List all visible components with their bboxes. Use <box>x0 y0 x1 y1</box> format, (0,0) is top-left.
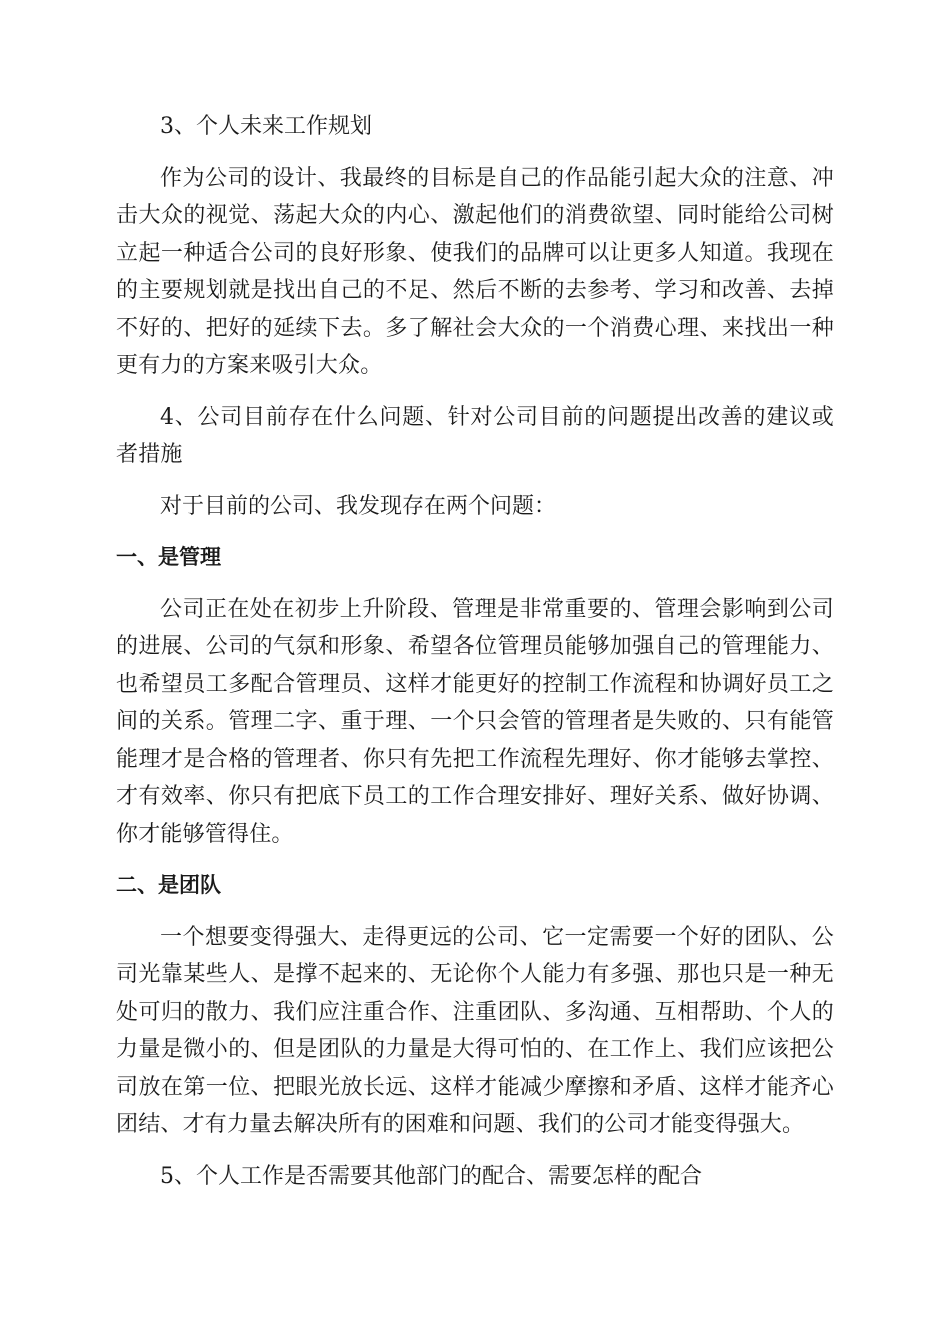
section-1-body: 公司正在处在初步上升阶段、管理是非常重要的、管理会影响到公司的进展、公司的气氛和形象、希望各位管理员能够加强自己的管理能力、也希望员工多配合管理员、这样才能更好的控制工作流程和协调好员工之间的关系。管理二字、重于理、一个只会管的管理者是失败的、只有能管能理才是合格的管理者、你只有先把工作流程先理好、你才能够去掌控、才有效率、你只有把底下员工的工作合理安排好、理好关系、做好协调、你才能够管得住。 <box>116 596 834 847</box>
document-page <box>116 108 834 1195</box>
item-4-intro: 对于目前的公司、我发现存在两个问题： <box>160 493 557 519</box>
section-2-body: 一个想要变得强大、走得更远的公司、它一定需要一个好的团队、公司光靠某些人、是撑不起来的、无论你个人能力有多强、那也只是一种无处可归的散力、我们应注重合作、注重团队、多沟通、互相帮助、个人的力量是微小的、但是团队的力量是大得可怕的、在工作上、我们应该把公司放在第一位、把眼光放长远、这样才能减少摩擦和矛盾、这样才能齐心团结、才有力量去解决所有的困难和问题、我们的公司才能变得强大。 <box>116 924 834 1137</box>
item-3-body: 作为公司的设计、我最终的目标是自己的作品能引起大众的注意、冲击大众的视觉、荡起大众的内心、激起他们的消费欲望、同时能给公司树立起一种适合公司的良好形象、使我们的品牌可以让更多人知道。我现在的主要规划就是找出自己的不足、然后不断的去参考、学习和改善、去掉不好的、把好的延续下去。多了解社会大众的一个消费心理、来找出一种更有力的方案来吸引大众。 <box>116 165 834 378</box>
item-4-title: 4、公司目前存在什么问题、针对公司目前的问题提出改善的建议或者措施 <box>116 404 834 467</box>
section-2-heading: 二、是团队 <box>116 873 221 897</box>
item-5-title: 5、个人工作是否需要其他部门的配合、需要怎样的配合 <box>160 1163 702 1189</box>
section-1-heading: 一、是管理 <box>116 545 221 569</box>
item-3-title: 3、个人未来工作规划 <box>160 114 372 139</box>
